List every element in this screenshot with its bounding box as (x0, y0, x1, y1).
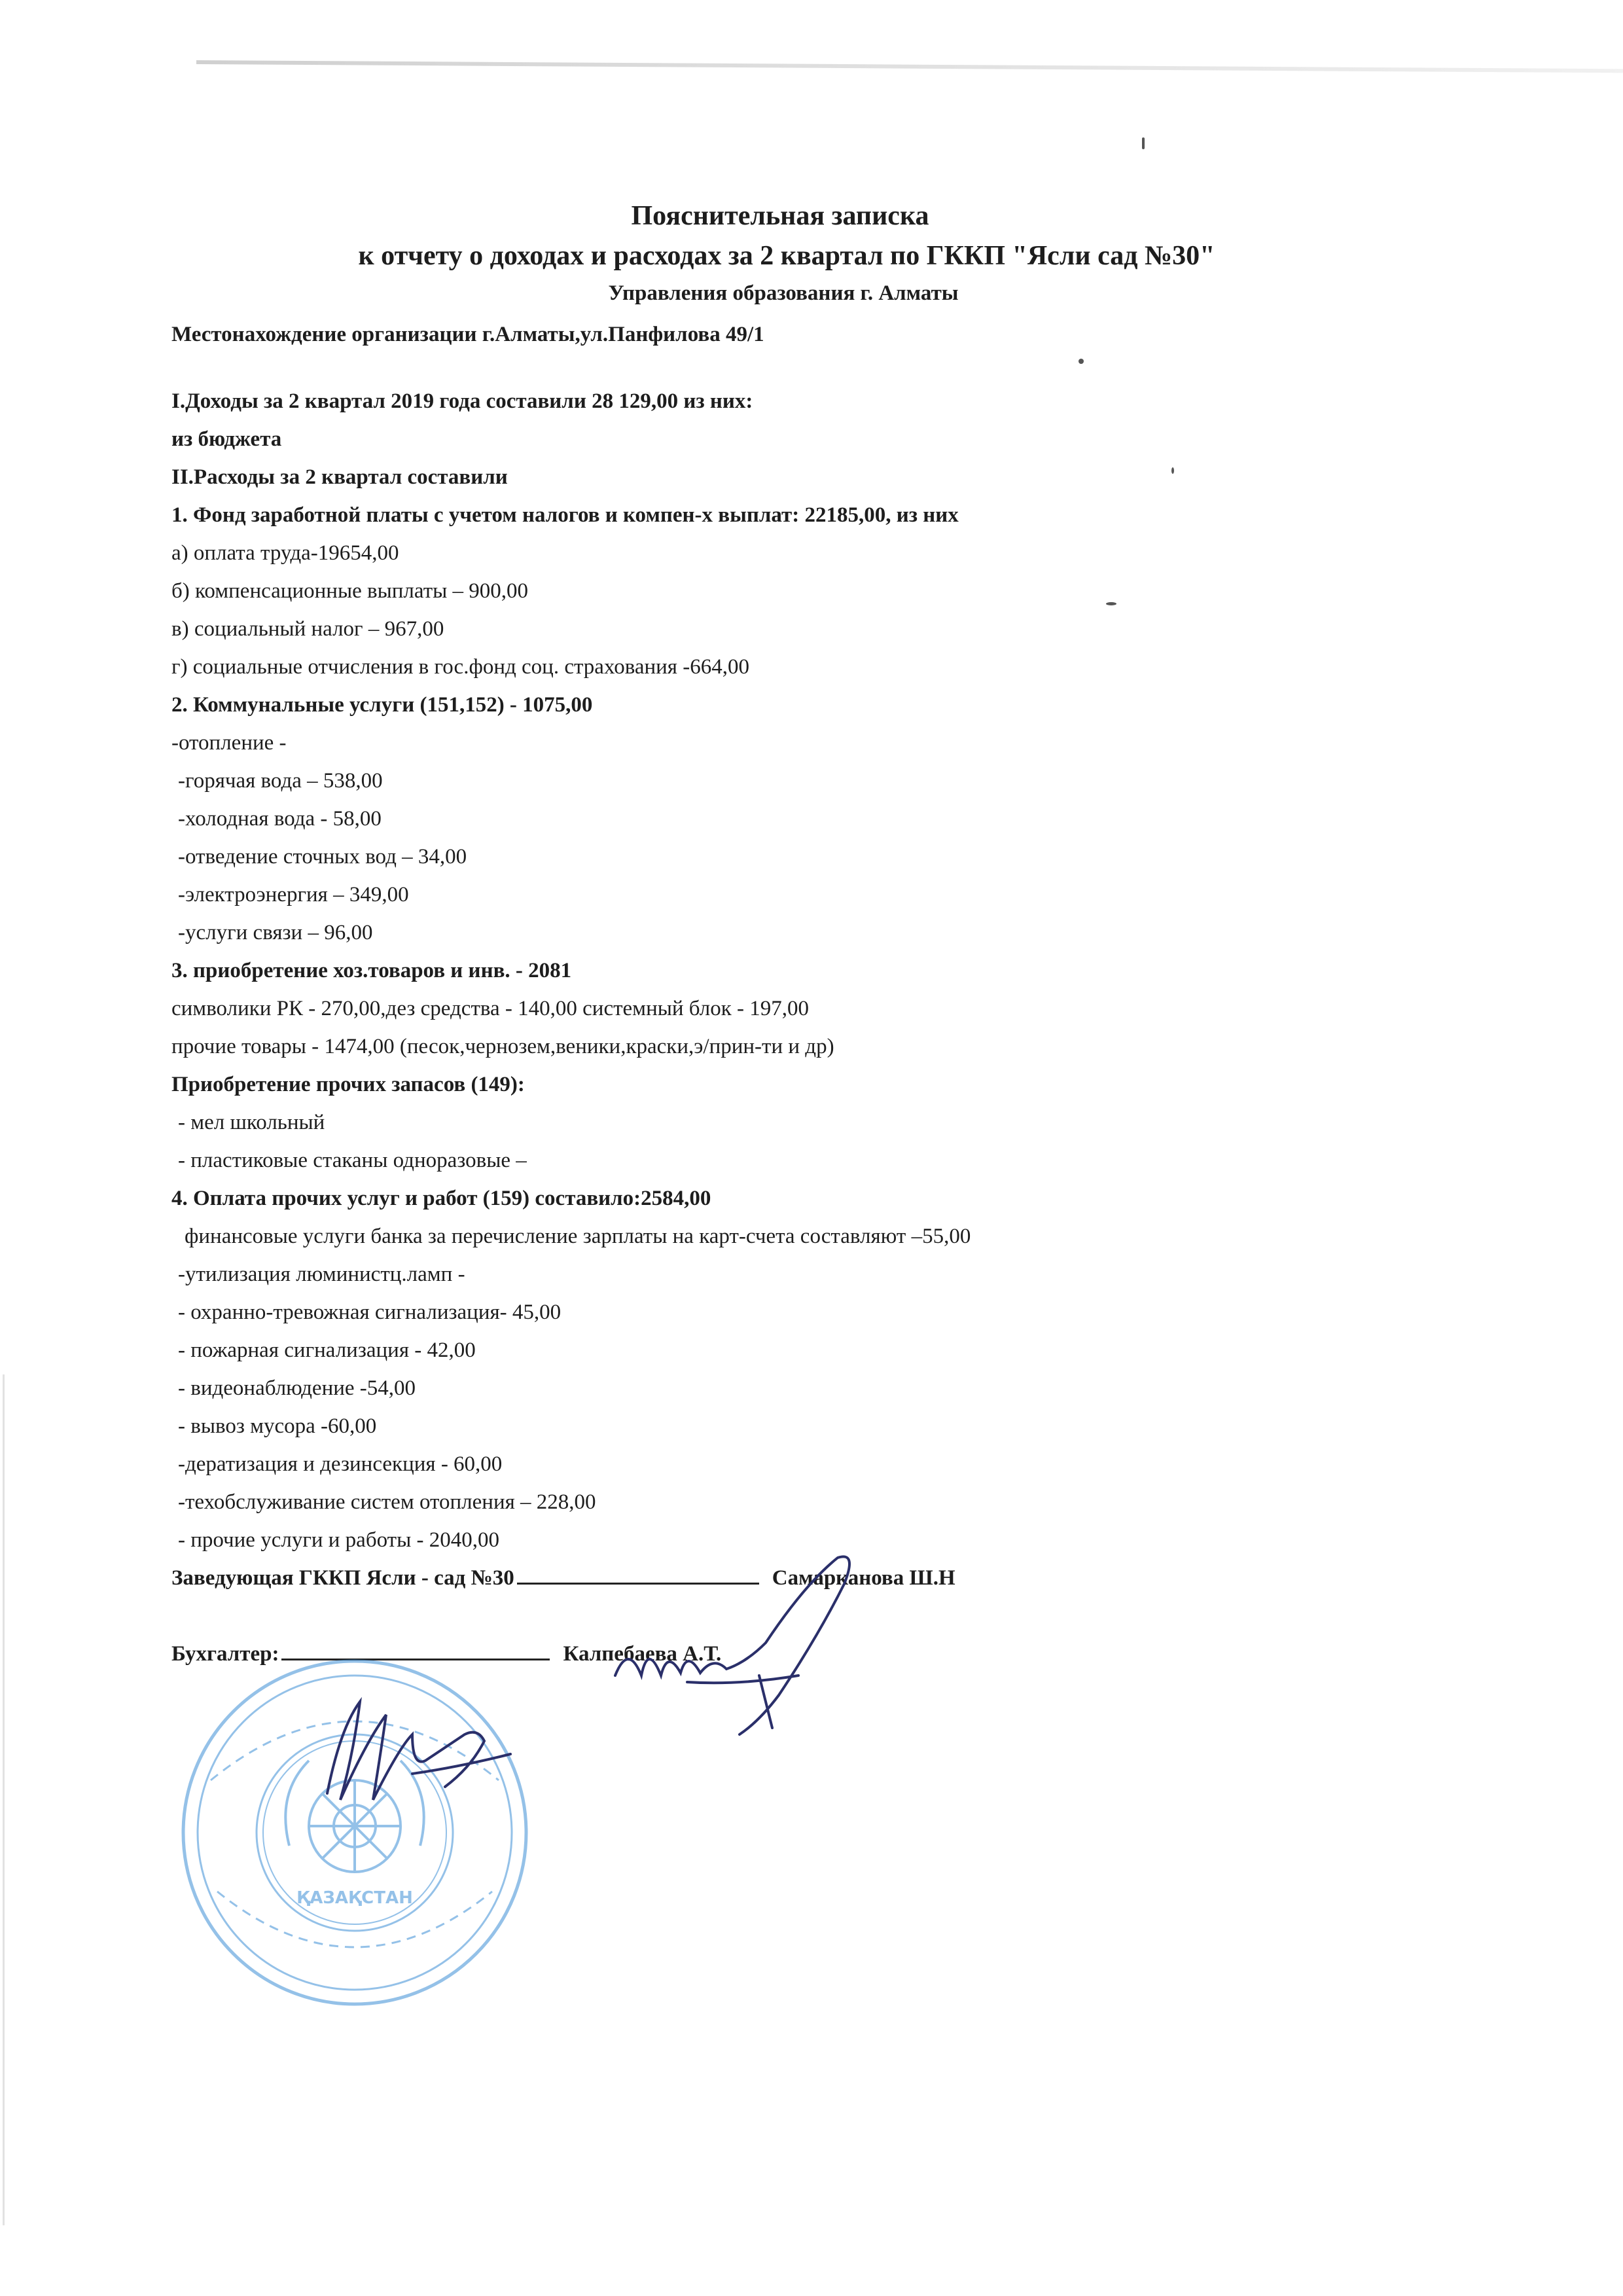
report-line: - охранно-тревожная сигнализация- 45,00 (178, 1300, 562, 1324)
accountant-label: Бухгалтер: (171, 1642, 279, 1666)
report-line: - пластиковые стаканы одноразовые – (178, 1149, 527, 1172)
report-line: -отведение сточных вод – 34,00 (178, 845, 467, 869)
report-line: -услуги связи – 96,00 (178, 921, 373, 944)
report-line: -электроэнергия – 349,00 (178, 883, 409, 906)
document-title: Пояснительная записка (631, 201, 929, 231)
document-body (171, 196, 1493, 1673)
report-line: - мел школьный (178, 1111, 325, 1134)
report-line: 3. приобретение хоз.товаров и инв. - 2081 (171, 959, 572, 982)
report-line: финансовые услуги банка за перечисление зарплаты на карт-счета составляют –55,00 (185, 1225, 971, 1248)
director-signature (609, 1545, 883, 1741)
report-line: 4. Оплата прочих услуг и работ (159) составило:2584,00 (171, 1187, 711, 1210)
document-subtitle: к отчету о доходах и расходах за 2 квартал по ГККП "Ясли сад №30" (358, 241, 1215, 271)
stamp-text: ҚАЗАҚСТАН (296, 1888, 413, 1908)
report-line: 2. Коммунальные услуги (151,152) - 1075,00 (171, 693, 593, 717)
department-line: Управления образования г. Алматы (608, 281, 959, 305)
report-line: II.Расходы за 2 квартал составили (171, 465, 508, 489)
report-line: - вывоз мусора -60,00 (178, 1414, 377, 1438)
report-line: прочие товары - 1474,00 (песок,чернозем,веники,краски,э/прин-ти и др) (171, 1035, 834, 1058)
accountant-signature (314, 1689, 530, 1820)
report-line: в) социальный налог – 967,00 (171, 617, 444, 641)
report-line: -горячая вода – 538,00 (178, 769, 383, 793)
director-label: Заведующая ГККП Ясли - сад №30 (171, 1566, 514, 1590)
report-line: - видеонаблюдение -54,00 (178, 1376, 416, 1400)
scan-shadow-edge (196, 60, 1623, 73)
report-line: г) социальные отчисления в гос.фонд соц. страхования -664,00 (171, 655, 749, 679)
director-name: Самарканова Ш.Н (772, 1566, 955, 1590)
report-lines (171, 382, 1493, 1559)
report-line: -холодная вода - 58,00 (178, 807, 382, 831)
report-line: -дератизация и дезинсекция - 60,00 (178, 1452, 503, 1476)
report-line: 1. Фонд заработной платы с учетом налогов и компен-х выплат: 22185,00, из них (171, 503, 959, 527)
scan-left-edge (3, 1374, 5, 2225)
report-line: -техобслуживание систем отопления – 228,00 (178, 1490, 596, 1514)
report-line: - прочие услуги и работы - 2040,00 (178, 1528, 500, 1552)
accountant-name: Калпебаева А.Т. (563, 1642, 722, 1666)
report-line: символики РК - 270,00,дез средства - 140,00 системный блок - 197,00 (171, 997, 810, 1020)
report-line: -утилизация люминистц.ламп - (178, 1263, 465, 1286)
report-line: - пожарная сигнализация - 42,00 (178, 1338, 476, 1362)
report-line: Приобретение прочих запасов (149): (171, 1073, 525, 1096)
report-line: б) компенсационные выплаты – 900,00 (171, 579, 529, 603)
location-line: Местонахождение организации г.Алматы,ул.Панфилова 49/1 (171, 323, 764, 346)
report-line: а) оплата труда-19654,00 (171, 541, 399, 565)
scan-speck (1142, 137, 1145, 149)
report-line: I.Доходы за 2 квартал 2019 года составили 28 129,00 из них: (171, 389, 753, 413)
report-line: -отопление - (171, 731, 287, 755)
report-line: из бюджета (171, 427, 282, 451)
